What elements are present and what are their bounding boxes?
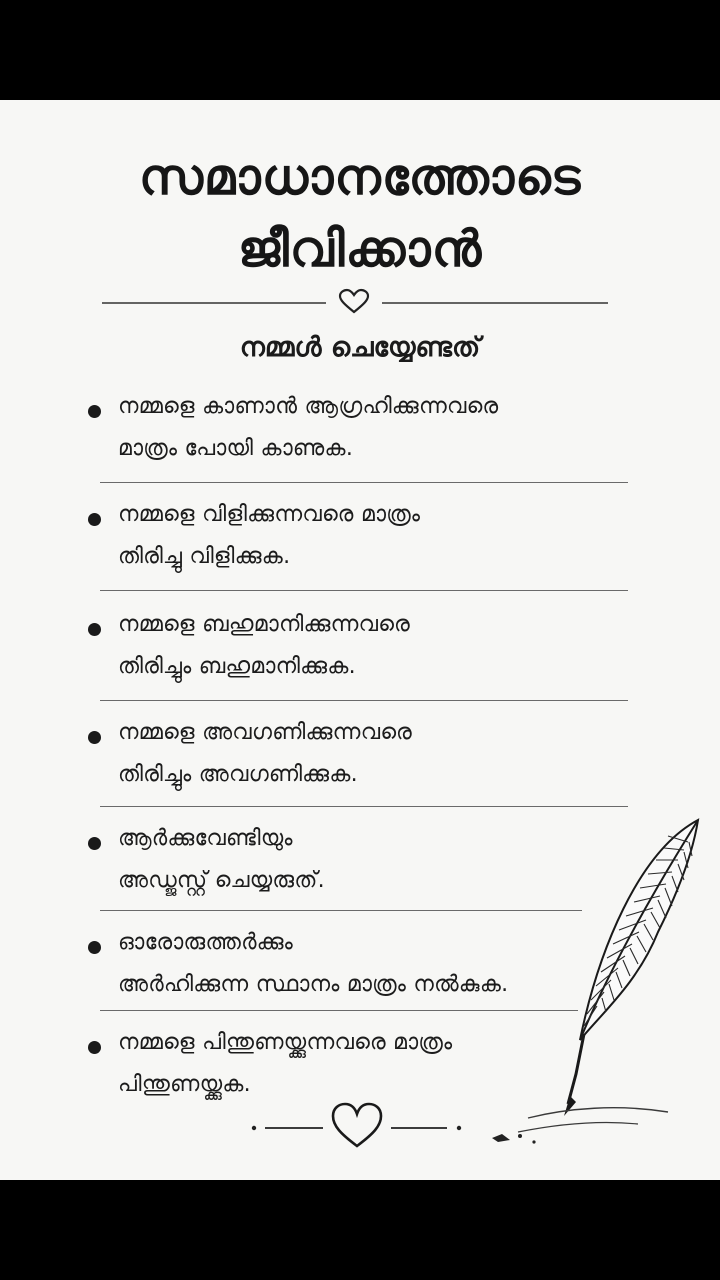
title-line-1: സമാധാനത്തോടെ: [138, 148, 582, 206]
item-line-1: നമ്മളെ പിന്തുണയ്ക്കുന്നവരെ മാത്രം: [118, 1030, 453, 1055]
item-line-2: തിരിച്ചും ബഹുമാനിക്കുക.: [118, 654, 356, 679]
bullet-dot: [88, 837, 101, 850]
item-line-2: തിരിച്ചു വിളിക്കുക.: [118, 544, 291, 569]
top-heart-divider: [100, 288, 620, 318]
subtitle: നമ്മൾ ചെയ്യേണ്ടത്: [239, 332, 481, 363]
bullet-dot: [88, 1041, 101, 1054]
heart-icon: [340, 290, 368, 312]
item-line-1: നമ്മളെ അവഗണിക്കുന്നവരെ: [118, 720, 413, 745]
bottom-heart-divider: [245, 1102, 470, 1150]
item-line-2: തിരിച്ചും അവഗണിക്കുക.: [118, 762, 358, 787]
item-line-2: പിന്തുണയ്ക്കുക.: [118, 1072, 251, 1097]
separator-line: [100, 590, 628, 591]
item-line-2: അഡ്ജസ്റ്റ് ചെയ്യരുത്.: [118, 868, 325, 893]
title-line-2: ജീവിക്കാൻ: [237, 220, 483, 278]
poster-card: [0, 100, 720, 1180]
item-line-1: ആർക്കുവേണ്ടിയും: [118, 826, 293, 851]
item-line-2: അർഹിക്കുന്ന സ്ഥാനം മാത്രം നൽകുക.: [118, 972, 509, 997]
bullet-dot: [88, 513, 101, 526]
item-line-1: ഓരോരുത്തർക്കും: [118, 930, 294, 955]
feather-quill-icon: [488, 812, 710, 1152]
bullet-dot: [88, 941, 101, 954]
separator-line: [100, 482, 628, 483]
item-line-1: നമ്മളെ ബഹുമാനിക്കുന്നവരെ: [118, 612, 411, 637]
separator-line: [100, 700, 628, 701]
heart-icon: [333, 1104, 381, 1146]
bullet-dot: [88, 731, 101, 744]
item-line-1: നമ്മളെ വിളിക്കുന്നവരെ മാത്രം: [118, 502, 421, 527]
separator-line: [100, 806, 628, 807]
item-line-2: മാത്രം പോയി കാണുക.: [118, 436, 354, 461]
bullet-dot: [88, 405, 101, 418]
item-line-1: നമ്മളെ കാണാൻ ആഗ്രഹിക്കുന്നവരെ: [118, 394, 499, 419]
bullet-dot: [88, 623, 101, 636]
